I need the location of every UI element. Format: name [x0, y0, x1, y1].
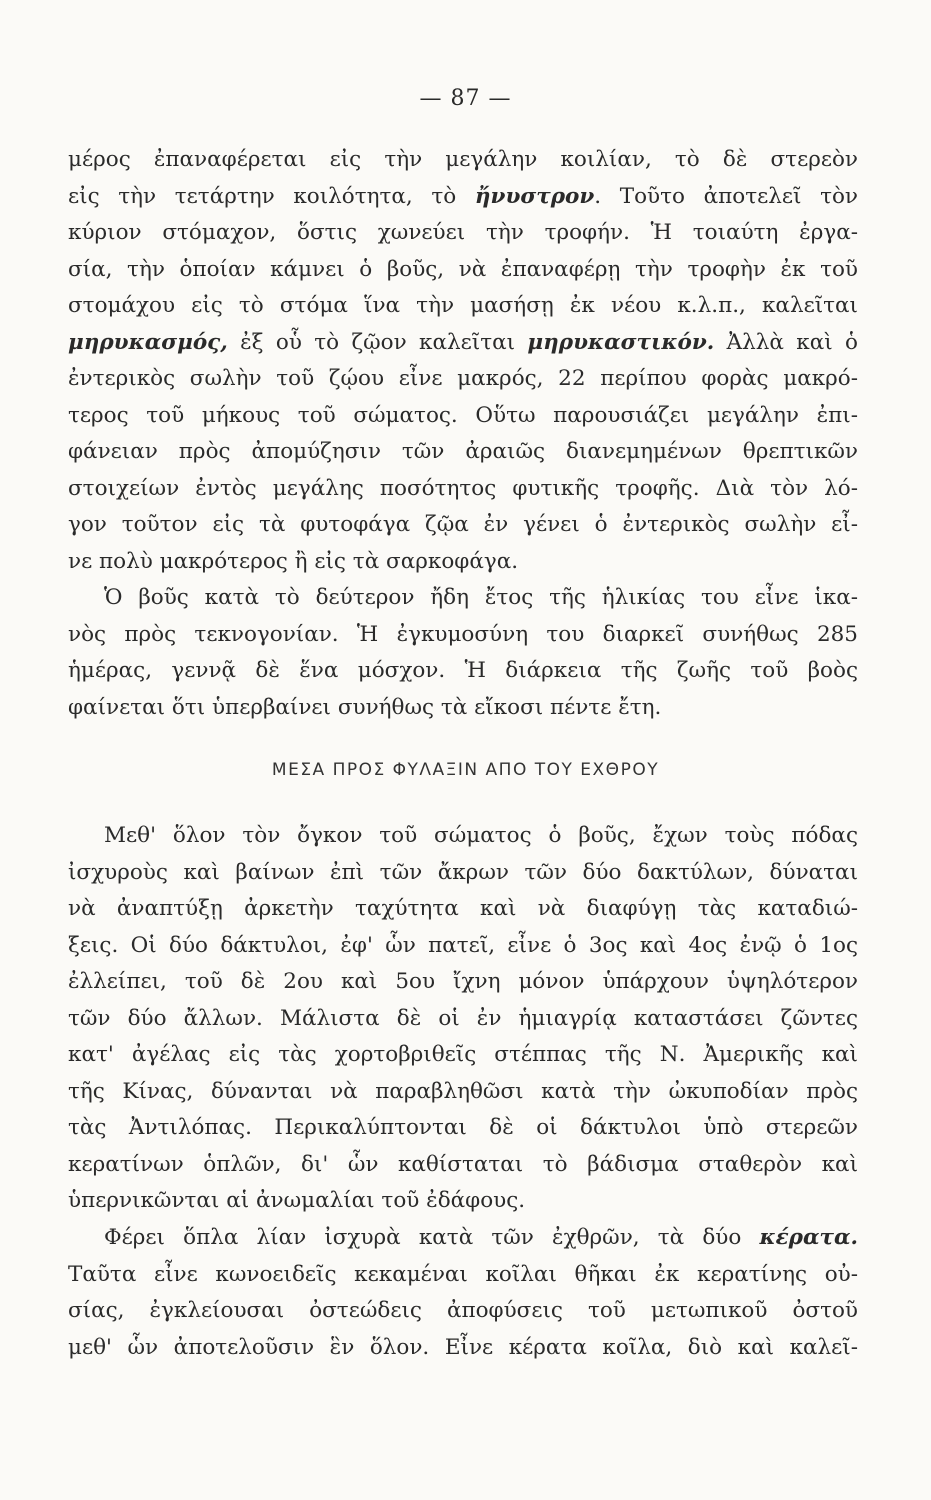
line-text: τῶν δύο ἄλλων. Μάλιστα δὲ οἱ ἐν ἡμιαγρίᾳ καταστάσει ζῶντες — [68, 1005, 858, 1031]
line-text: κερατίνων ὁπλῶν, δι' ὧν καθίσταται τὸ βάδισμα σταθερὸν καὶ — [68, 1151, 858, 1177]
text-line — [68, 1293, 858, 1330]
text-line — [68, 1257, 858, 1294]
line-text: ἰσχυροὺς καὶ βαίνων ἐπὶ τῶν ἄκρων τῶν δύο δακτύλων, δύναται — [68, 859, 858, 885]
line-text: σία, τὴν ὁποίαν κάμνει ὁ βοῦς, νὰ ἐπαναφέρῃ τὴν τροφὴν ἐκ τοῦ — [68, 256, 858, 282]
text-line — [68, 288, 858, 325]
line-text: νε πολὺ μακρότερος ἢ εἰς τὰ σαρκοφάγα. — [68, 548, 519, 574]
text-line — [68, 1330, 858, 1367]
line-text: γον τοῦτον εἰς τὰ φυτοφάγα ζῷα ἐν γένει ὁ ἐντερικὸς σωλὴν εἶ- — [68, 512, 858, 537]
page-number: — 87 — — [419, 86, 512, 111]
line-text: εἰς τὴν τετάρτην κοιλότητα, τὸ — [68, 183, 475, 209]
text-line — [68, 398, 858, 435]
text-line — [68, 690, 858, 727]
line-text: στομάχου εἰς τὸ στόμα ἵνα τὴν μασήσῃ ἐκ νέου κ.λ.π., καλεῖται — [68, 293, 858, 318]
line-text: τῆς Κίνας, δύνανται νὰ παραβληθῶσι κατὰ τὴν ὠκυποδίαν πρὸς — [68, 1078, 858, 1104]
text-line — [68, 215, 858, 252]
text-line — [68, 1183, 858, 1220]
paragraph-reproduction — [68, 580, 858, 726]
text-line — [68, 964, 858, 1001]
line-text: ξεις. Οἱ δύο δάκτυλοι, ἐφ' ὧν πατεῖ, εἶνε ὁ 3ος καὶ 4ος ἐνῷ ὁ 1ος — [68, 932, 858, 958]
line-text: Φέρει ὅπλα λίαν ἰσχυρὰ κατὰ τῶν ἐχθρῶν, τὰ δύο — [104, 1225, 760, 1250]
line-text: νὰ ἀναπτύξῃ ἀρκετὴν ταχύτητα καὶ νὰ διαφύγῃ τὰς καταδιώ- — [68, 896, 858, 921]
text-line — [68, 471, 858, 508]
line-text: μεθ' ὧν ἀποτελοῦσιν ἓν ὅλον. Εἶνε κέρατα κοῖλα, διὸ καὶ καλεῖ- — [68, 1334, 858, 1360]
paragraph-horns — [68, 1220, 858, 1366]
section-heading: ΜΕΣΑ ΠΡΟΣ ΦΥΛΑΞΙΝ ΑΠΟ ΤΟΥ ΕΧΘΡΟΥ — [271, 760, 660, 780]
emphasized-term: ἤνυστρον — [474, 183, 595, 209]
text-line — [68, 361, 858, 398]
text-line — [68, 1001, 858, 1038]
line-text: ἐξ οὗ τὸ ζῷον καλεῖται — [227, 329, 528, 355]
text-line — [68, 617, 858, 654]
text-line — [68, 1147, 858, 1184]
emphasized-term: μηρυκασμός, — [68, 329, 228, 355]
text-line — [68, 653, 858, 690]
text-line — [68, 1110, 858, 1147]
text-line — [68, 891, 858, 928]
line-text: ἐντερικὸς σωλὴν τοῦ ζῴου εἶνε μακρός, 22 περίπου φορὰς μακρό- — [68, 366, 858, 391]
line-text: φάνειαν πρὸς ἀπομύζησιν τῶν ἀραιῶς διανεμημένων θρεπτικῶν — [68, 439, 858, 464]
text-line — [68, 142, 858, 179]
text-line — [68, 818, 858, 855]
line-text: ἐλλείπει, τοῦ δὲ 2ου καὶ 5ου ἴχνη μόνον ὑπάρχουν ὑψηλότερον — [68, 969, 858, 994]
line-text: κύριον στόμαχον, ὅστις χωνεύει τὴν τροφήν. Ἡ τοιαύτη ἐργα- — [68, 220, 858, 245]
line-text: κατ' ἀγέλας εἰς τὰς χορτοβριθεῖς στέππας τῆς Ν. Ἀμερικῆς καὶ — [68, 1042, 858, 1067]
text-line — [68, 1074, 858, 1111]
line-text: ὑπερνικῶνται αἱ ἀνωμαλίαι τοῦ ἐδάφους. — [68, 1188, 526, 1213]
line-text: . Τοῦτο ἀποτελεῖ τὸν — [594, 183, 858, 209]
line-text: νὸς πρὸς τεκνογονίαν. Ἡ ἐγκυμοσύνη του διαρκεῖ συνήθως 285 — [68, 621, 858, 647]
text-line — [68, 325, 858, 362]
text-line — [68, 434, 858, 471]
emphasized-term: μηρυκαστικόν. — [527, 329, 715, 355]
line-text: σίας, ἐγκλείουσαι ὀστεώδεις ἀποφύσεις τοῦ μετωπικοῦ ὀστοῦ — [68, 1298, 858, 1323]
text-line — [68, 507, 858, 544]
line-text: Ταῦτα εἶνε κωνοειδεῖς κεκαμέναι κοῖλαι θῆκαι ἐκ κερατίνης οὐ- — [68, 1261, 858, 1287]
text-line — [68, 1220, 858, 1257]
line-text: στοιχείων ἐντὸς μεγάλης ποσότητος φυτικῆς τροφῆς. Διὰ τὸν λό- — [68, 475, 858, 501]
text-line — [68, 855, 858, 892]
text-line — [68, 544, 858, 581]
line-text: Μεθ' ὅλον τὸν ὄγκον τοῦ σώματος ὁ βοῦς, ἔχων τοὺς πόδας — [104, 823, 858, 848]
line-text: φαίνεται ὅτι ὑπερβαίνει συνήθως τὰ εἴκοσι πέντε ἔτη. — [68, 694, 662, 720]
line-text: τερος τοῦ μήκους τοῦ σώματος. Οὕτω παρουσιάζει μεγάλην ἐπι- — [68, 402, 858, 428]
emphasized-term: κέρατα. — [759, 1225, 858, 1250]
paragraph-rumination — [68, 142, 858, 580]
line-text: Ἀλλὰ καὶ ὁ — [714, 329, 858, 355]
text-line — [68, 580, 858, 617]
text-line — [68, 179, 858, 216]
line-text: Ὁ βοῦς κατὰ τὸ δεύτερον ἤδη ἔτος τῆς ἡλικίας του εἶνε ἱκα- — [104, 585, 858, 610]
paragraph-defense-legs — [68, 818, 858, 1220]
text-line — [68, 252, 858, 289]
line-text: ἡμέρας, γεννᾷ δὲ ἕνα μόσχον. Ἡ διάρκεια τῆς ζωῆς τοῦ βοὸς — [68, 658, 858, 683]
line-text: μέρος ἐπαναφέρεται εἰς τὴν μεγάλην κοιλίαν, τὸ δὲ στερεὸν — [68, 147, 858, 172]
line-text: τὰς Ἀντιλόπας. Περικαλύπτονται δὲ οἱ δάκτυλοι ὑπὸ στερεῶν — [68, 1115, 858, 1140]
text-line — [68, 1037, 858, 1074]
text-line — [68, 928, 858, 965]
